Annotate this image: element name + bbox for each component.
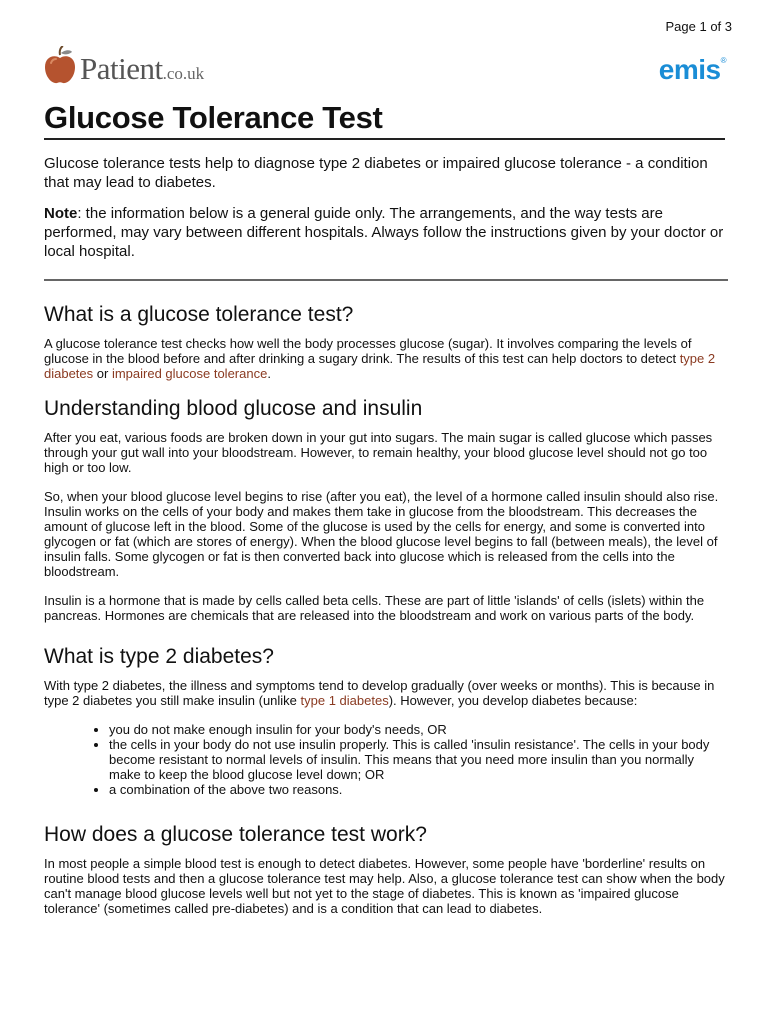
trademark-icon: ® <box>720 56 726 65</box>
text-run: With type 2 diabetes, the illness and symptoms tend to develop gradually (over weeks or months). This is because in type 2 diabetes you still make insulin (unlike <box>44 678 715 708</box>
section-heading: What is type 2 diabetes? <box>44 645 274 668</box>
section-blood-glucose-insulin <box>44 397 728 623</box>
text-run: or <box>93 366 112 381</box>
emis-logo-text: emis <box>658 54 721 85</box>
page-indicator: Page 1 of 3 <box>665 19 732 34</box>
document-body <box>44 154 728 930</box>
section-paragraph: After you eat, various foods are broken down in your gut into sugars. The main sugar is called glucose which passes through your gut wall into your bloodstream. However, to remain healthy, your blood glucose level should not go too high or too low. <box>44 430 713 475</box>
patient-logo-text: Patient <box>80 51 163 86</box>
apple-icon <box>44 46 76 84</box>
text-run: ). However, you develop diabetes because: <box>388 693 638 708</box>
section-paragraph: So, when your blood glucose level begins to rise (after you eat), the level of a hormone called insulin should also rise. Insulin works on the cells of your body and makes them take in glucose from the bloodstream. This decreases the amount of glucose left in the blood. Some of the glucose is used by the cells for energy, and some is converted into glycogen or fat (which are stores of energy). When the blood glucose level begins to fall (between meals), the level of insulin falls. Some glycogen or fat is then converted back into glucose which is released from the cells into the bloodstream. <box>44 489 719 579</box>
patient-logo-suffix: .co.uk <box>162 64 205 83</box>
note-paragraph <box>44 204 728 261</box>
section-paragraph: Insulin is a hormone that is made by cells called beta cells. These are part of little 'islands' of cells (islets) within the pancreas. Hormones are chemicals that are released into the bloodstream and work on various parts of the body. <box>44 593 705 623</box>
list-item: • a combination of the above two reasons. <box>109 782 728 797</box>
text-run: A glucose tolerance test checks how well the body processes glucose (sugar). It involves comparing the levels of glucose in the blood before and after drinking a sugary drink. The results of this test can help doctors to detect <box>44 336 692 366</box>
list-item: • the cells in your body do not use insulin properly. This is called 'insulin resistance'. The cells in your body become resistant to normal levels of insulin. This means that you need more insulin than you normally make to keep the blood glucose level down; OR <box>109 737 728 782</box>
list-item: • you do not make enough insulin for your body's needs, OR <box>109 722 728 737</box>
note-label: Note <box>44 205 78 222</box>
patient-logo[interactable] <box>44 44 204 84</box>
intro-paragraph: Glucose tolerance tests help to diagnose type 2 diabetes or impaired glucose tolerance - a condition that may lead to diabetes. <box>44 155 708 191</box>
page-title: Glucose Tolerance Test <box>44 100 725 140</box>
section-heading: What is a glucose tolerance test? <box>44 303 354 326</box>
note-text: : the information below is a general guide only. The arrangements, and the way tests are performed, may vary between different hospitals. Always follow the instructions given by your doctor or local hospital. <box>44 205 724 260</box>
section-paragraph <box>44 678 728 708</box>
section-paragraph: In most people a simple blood test is enough to detect diabetes. However, some people have 'borderline' results on routine blood tests and then a glucose tolerance test may help. Also, a glucose tolerance test can show when the body can't manage blood glucose levels well but not yet to the stage of diabetes. This is known as 'impaired glucose tolerance' (sometimes called pre-diabetes) and is a condition that can lead to diabetes. <box>44 856 725 916</box>
section-how-gtt-works <box>44 823 728 916</box>
section-type-2-diabetes <box>44 645 728 797</box>
reasons-list <box>44 722 728 797</box>
text-run: . <box>267 366 271 381</box>
type-1-diabetes-link[interactable]: type 1 diabetes <box>300 693 389 708</box>
section-divider <box>44 279 728 281</box>
section-heading: Understanding blood glucose and insulin <box>44 397 423 420</box>
type-2-diabetes-link[interactable]: type 2 diabetes <box>44 351 716 381</box>
section-paragraph <box>44 336 728 381</box>
emis-logo[interactable] <box>659 54 726 86</box>
section-heading: How does a glucose tolerance test work? <box>44 823 427 846</box>
section-what-is-gtt <box>44 303 728 381</box>
impaired-glucose-tolerance-link[interactable]: impaired glucose tolerance <box>111 366 268 381</box>
